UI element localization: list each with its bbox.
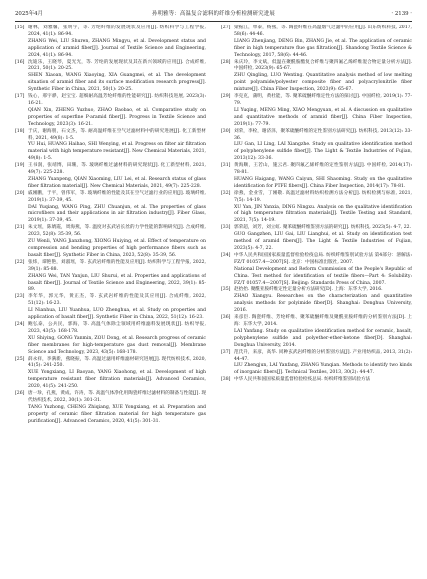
reference-number: [22] <box>15 259 25 265</box>
reference-entry <box>15 205 206 226</box>
reference-text: 薛永祥，李满新，燕晓振，等. 高温过滤用纤维滤材研究进展[J]. 现代纺织技术, 2020, 41(5): 241-250. <box>28 356 206 369</box>
references-right-column <box>221 25 412 573</box>
reference-text: 李克克，蒲明，黄杜能，等. 聚苯硫醚纤维定性方法的探讨[J]. 中国纤检, 2019(1): 77-79. <box>234 94 412 106</box>
reference-text: 范氏升，来彦，高华. 同种玄武岩纤维的分析鉴别方法[J]. 产业用纺织品, 2013, 31(2): 44-47. <box>234 349 412 362</box>
reference-number: [21] <box>15 225 25 231</box>
reference-text: SHEN Xiaoan, WANG Xiaoying, XIA Guangmei, et al. The development situation of aramid fiber and its surface modification research progress[J]. Synthetic Fiber in China, 2021, 50(1): 20-25. <box>28 73 206 93</box>
reference-entry <box>15 60 206 74</box>
reference-text: 中华人民共和国国家质量监督检验检疫总局. 纺织纤维鉴别试验方法 第4部分：溶解法: FZ/T 01057.4—2007[S]. 北京：中国标准出版社, 2007. <box>234 252 412 265</box>
reference-number: [25] <box>15 356 25 362</box>
reference-entry <box>15 94 206 108</box>
reference-text: LAI Yanfang. Study on qualitative identification method for ceramic, basalt, polyphenylene sulfide and polyether-ether-ketone fiber[D]. Shanghai: Donghua University, 2014. <box>234 328 412 348</box>
reference-entry <box>221 142 412 163</box>
reference-entry <box>221 329 412 350</box>
reference-number: [29] <box>221 94 231 100</box>
reference-entry <box>221 377 412 384</box>
reference-text: 谢林，刘雅馨，张明宇，等. 芳纶纤维的发展现状及应用[J]. 纺织科学与工程学报, 2024, 41(1): 86-94. <box>28 25 206 37</box>
reference-number: [24] <box>15 321 25 327</box>
reference-entry <box>221 163 412 177</box>
reference-entry <box>15 322 206 336</box>
reference-number: [33] <box>221 225 231 231</box>
reference-entry <box>15 142 206 163</box>
reference-number: [35] <box>221 287 231 293</box>
reference-entry <box>15 260 206 274</box>
reference-text: 沈迪乐，王晓琴，夏光光，等. 芳纶的发展现状及其在新兴领域的应用[J]. 合成纤维, 2021, 50(1): 20-25. <box>28 59 206 72</box>
reference-text: QIAN Xin, ZHENG Yuzhuo, ZHAO Baobao, et al. Comparative study on properties of superfine P-aramid fiber[J]. Progress in Textile Science and Technology, 2023(3): 16-21. <box>28 107 206 127</box>
reference-text: GUO Gangzhen, LIU Gai, LIU Lianghui, et al. Study on identification test method of aramid fibers[J]. The Light & Textile Industries of Fujian, 2023(5): 4-7, 22. <box>234 232 412 251</box>
reference-entry <box>221 350 412 364</box>
reference-text: 刘荣，李栓，谢济泽，聚苯硫醚纤维的定性鉴别方法研究[J]. 纺织科技, 2013(12): 33-36. <box>234 128 412 141</box>
reference-text: 李年华，郭元华，黄正杰，等. 玄武岩纤维的性能及其应用[J]. 合成纤维, 2022, 51(12): 16-23. <box>28 294 206 307</box>
reference-entry <box>221 60 412 74</box>
header-title: 孙明雅等：高温复合滤料的纤维分析检测研究进展 <box>152 11 275 17</box>
reference-entry <box>221 294 412 315</box>
reference-number: [20] <box>15 190 25 196</box>
reference-entry <box>15 39 206 60</box>
reference-number: [18] <box>15 128 25 134</box>
reference-text: DAI Yuqiang, WANG Ping, ZHU Chuanjun, et al. The properties of glass microfibers and their applications in air filtration industry[J]. Fiber Glass, 2019(1): 37-39, 45. <box>28 204 206 224</box>
reference-text: HUANG Haigang, WANG Caiyun, SHI Shaoming. Study on the qualitative identification for PTFE fibers[J]. China Fiber Inspection, 2014(17): 78-81. <box>234 176 412 189</box>
reference-entry <box>221 363 412 377</box>
reference-entry <box>221 232 412 253</box>
reference-entry <box>15 294 206 308</box>
reference-text: 唐一珍，孔燕，黄成、许涛，等. 高温气体净化用陶瓷纤维过滤材料的制备与性能[J]. 现代纺织技术, 2022, 30(1): 301-31. <box>28 391 206 403</box>
reference-text: LIU Gan, LI Ling, LAI Xiangzhe. Study on qualitative identification method of polyphenylene sulfide fiber[J]. The Light & Textile Industries of Fujian, 2013(12): 33-36. <box>234 142 412 162</box>
reference-entry <box>15 25 206 39</box>
reference-number: [27] <box>221 25 231 30</box>
header-divider <box>15 21 412 22</box>
reference-text: XUE Yongxiang, LI Baoyan, YANG Xiaohong, et al. Development of high temperature resistant fiber filtration materials[J]. Advanced Ceramics, 2020, 41(5): 241-250. <box>28 370 206 390</box>
reference-number: [28] <box>221 59 231 65</box>
reference-entry <box>15 163 206 177</box>
reference-number: [34] <box>221 252 231 258</box>
reference-entry <box>221 129 412 143</box>
reference-text: National Development and Reform Commission of the People's Republic of China. Test method for identification of textile fibers—Part 4: Solubility: FZ/T 01057.4—2007[S]. Beijing: Standards Press of China, 2007. <box>234 266 412 286</box>
reference-number: [37] <box>221 349 231 355</box>
reference-entry <box>15 405 206 426</box>
reference-text: 来彦臣. 陶瓷纤维、芳纶纤维、聚苯硫醚纤维及聚酰亚胺纤维的分析鉴别方法[D]. 上海：东华大学, 2014. <box>234 315 412 327</box>
reference-entry <box>15 274 206 295</box>
reference-text: ZHU Qingling, LUO Wenting. Quantitative analysis method of low melting point polyamide/polyester composite fiber and polyacrylonitrile fiber mixture[J]. China Fiber Inspection, 2023(9): 65-67. <box>234 73 412 93</box>
reference-text: ZU Wenli, YANG Jianzhong, XIONG Huiying, et al. Effect of temperature on compression and bending properties of high performance fibers such as basalt fiber[J]. Synthetic Fiber in China, 2023, 52(8): 35-39, 56. <box>28 239 206 258</box>
reference-text: ZHANG Wei, LIU Shuren, ZHANG Mingyu, et al. Development status and application of aramid fiber[J]. Journal of Textile Science and Engineering, 2024, 41(1): 86-94. <box>28 38 206 58</box>
reference-number: [16] <box>15 59 25 65</box>
reference-text: LIANG Zhenjiang, DENG Bin, ZHANG Jie, et al. The application of ceramic fiber in high temperature flue gas filtration[J]. Shandong Textile Science & Technology, 2017, 58(6): 44-46. <box>234 38 412 58</box>
header-date: 2025年4月 <box>15 11 43 17</box>
reference-number: [30] <box>221 128 231 134</box>
reference-entry <box>15 191 206 205</box>
reference-text: TANG Yuzhong, CHENG Zhiqiang, XUE Yongxiang, et al. Preparation and property of ceramic fiber filtration material for high temperature gas purification[J]. Advanced Ceramics, 2020, 41(5): 301-31. <box>28 404 206 424</box>
reference-text: 梁振江，单泰，杨燕，等. 陶瓷纤维在高温烟气过滤中的应用[J]. 山东纺织科技, 2017, 58(6): 44-46. <box>234 25 412 37</box>
reference-entry <box>221 267 412 288</box>
reference-text: 朱文瑶，陈婧霞，周海燕，等. 温度对玄武岩长丝的力学性能的影响研究[J]. 合成纤维, 2023, 52(8): 35-39, 56. <box>28 225 206 238</box>
running-header <box>15 8 412 20</box>
reference-text: LI Nianhua, LIU Yuanhua, LUO Zhenghua, et al. Study on properties and application of basalt fiber[J]. Synthetic Fiber in China, 2022, 51(12): 16-23. <box>28 308 206 321</box>
reference-number: [15] <box>15 25 25 30</box>
reference-text: 中华人民共和国国家质量监督检验检疫总局. 纺织纤维鉴别试验方法 <box>234 377 371 383</box>
reference-entry <box>15 308 206 322</box>
reference-text: 郭荣超，刘芳，刘立虹. 聚苯硫醚纤维鉴别方法的研究[J]. 纺织科技, 2023(5): 4-7, 22. <box>234 225 412 231</box>
reference-entry <box>221 191 412 205</box>
reference-number: [36] <box>221 315 231 321</box>
reference-text: 黄海顺，王若山，施云君. 聚四氟乙烯纤维的定性鉴别方法[J]. 中国纤检, 2014(17): 78-81. <box>234 163 412 176</box>
reference-text: 鲍弘泰，公兵民，郭海，等. 高温气体除尘领域用纤维滤料发展现状[J]. 纺织导报, 2023, 43(5): 168-178. <box>28 321 206 334</box>
reference-number: [32] <box>221 190 231 196</box>
reference-number: [26] <box>15 391 25 397</box>
reference-entry <box>221 39 412 60</box>
reference-entry <box>15 225 206 239</box>
reference-text: LIU Zhengjun, LAI Yanfang, ZHANG Yunqian. Methods to identify two kinds of inorganic fibers[J]. Technical Textiles, 2013, 30(2): 44-47. <box>234 363 412 376</box>
reference-text: 王书润，张靖博，田珊，等. 玻璃纤维过滤材料的研究现状[J]. 化工新型材料, 2021, 49(7): 225-228. <box>28 163 206 176</box>
reference-text: 戚刚鹏，于平，曾伟军，等. 玻璃纤维的性能及其在空气过滤行业的应用[J]. 玻璃纤维, 2019(1): 37-39, 45. <box>28 190 206 203</box>
reference-entry <box>221 315 412 329</box>
reference-entry <box>221 253 412 267</box>
reference-entry <box>221 73 412 94</box>
reference-number: [19] <box>15 163 25 169</box>
reference-text: 徐燕，金业雪，丁刚敬. 高温过滤材料纺织检测方法分析[J]. 纺织检测与标准, 2021, 7(5): 14-19. <box>234 190 412 203</box>
reference-entry <box>15 336 206 357</box>
reference-entry <box>15 370 206 391</box>
reference-entry <box>221 177 412 191</box>
reference-entry <box>221 25 412 39</box>
reference-text: ZHANG Yuanpeng, QIAN Xiaoming, LIU Lei, et al. Research status of glass fiber filtration material[J]. New Chemical Materials, 2021, 49(7): 225-228. <box>28 176 206 189</box>
reference-entry <box>15 391 206 405</box>
reference-text: LI Yuqing, MENG Ming, XIAO Mengyuan, et al. A discussion on qualitative and quantitative methods of aramid fiber[J]. China Fiber Inspection, 2019(1): 77-79. <box>234 107 412 127</box>
reference-text: 张炜，谭艳艳，刘淑瑶，等. 玄武岩纤维的性能及应用[J]. 纺织科学与工程学报, 2022, 39(1): 85-88. <box>28 259 206 272</box>
reference-text: 于庆，谢海朋，石文杰，等. 耐高温纤维在空气过滤材料中的研究进展[J]. 化工新型材料, 2021, 49(8): 1-5. <box>28 128 206 141</box>
reference-number: [17] <box>15 94 25 100</box>
references-left-column <box>15 25 206 573</box>
reference-text: XU Yan, JIN Yanxia, DING Ningxu. Analysis on the qualitative identification of high temperature filtration materials[J]. Textile Testing and Standard, 2021, 7(5): 14-19. <box>234 204 412 224</box>
reference-number: [31] <box>221 163 231 169</box>
reference-entry <box>15 357 206 371</box>
reference-text: ZHAO Xiangyu. Researches on the characterization and quantitative analysis methods for polyimide fiber[D]. Shanghai: Donghua University, 2016. <box>234 294 412 314</box>
header-page-number: · 2139 · <box>391 11 412 17</box>
reference-entry <box>221 108 412 129</box>
reference-text: 赵抬抬. 聚酰亚胺纤维定性定量分析方法研究[D]. 上海：东华大学, 2016. <box>234 287 383 293</box>
reference-entry <box>15 239 206 260</box>
reference-text: ZHANG Wei, TAN Yanjun, LIU Shurui, et al. Properties and applications of basalt fiber[J]. Journal of Textile Science and Engineering, 2022, 39(1): 85-89. <box>28 273 206 293</box>
reference-entry <box>15 129 206 143</box>
reference-text: 朱庆玲，李文斌，低温在聚酰胺酯复合纤维与聚四氟乙烯纤维混合物定量分析方法[J]. 中国纤检, 2023(9): 65-67. <box>234 59 412 72</box>
reference-entry <box>15 177 206 191</box>
reference-text: 钱心，邢宇骅，赵宝宝. 超细耐高温芳纶纤维的性能研究[J]. 纺织科技进展, 2023(3): 16-21. <box>28 94 206 106</box>
reference-text: XU Shiying, GONG Yanmin, ZOU Dong, et al. Research progress of ceramic fiber membranes for high-temperature gas dust removal[J]. Membrane Science and Technology, 2023, 43(5): 168-178. <box>28 335 206 355</box>
reference-entry <box>15 108 206 129</box>
reference-number: [23] <box>15 294 25 300</box>
reference-entry <box>221 205 412 226</box>
reference-text: YU Hui, HUANG Haihao, SHI Wenying, et al. Progress on filter air filtration material with high temperature resistant[J]. New Chemical Materials, 2021, 49(8): 1-5. <box>28 142 206 162</box>
reference-entry <box>221 94 412 108</box>
reference-number: [38] <box>221 377 231 383</box>
reference-entry <box>15 73 206 94</box>
